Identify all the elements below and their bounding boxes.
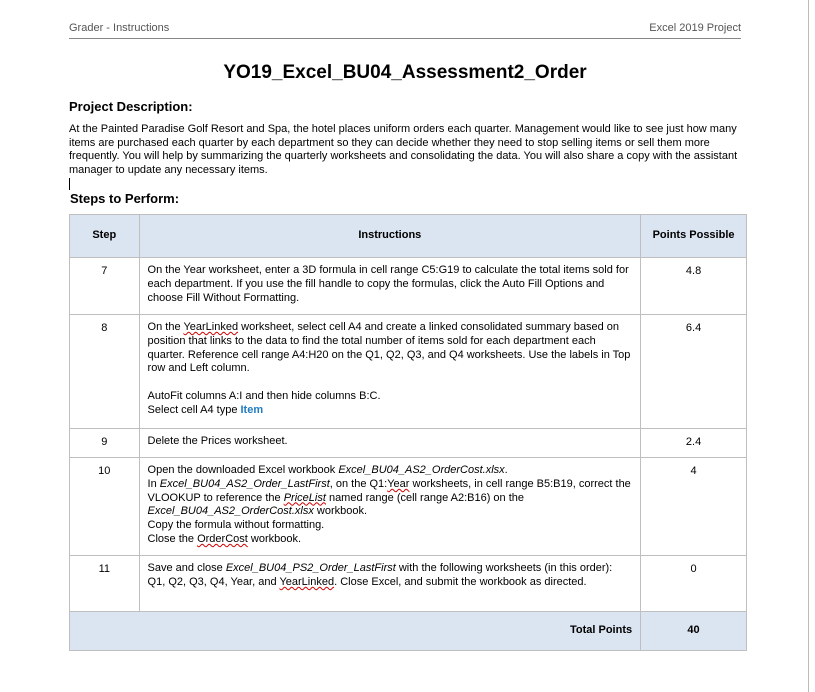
header-points: Points Possible (641, 215, 747, 258)
header-instructions: Instructions (139, 215, 641, 258)
step-points: 6.4 (641, 315, 747, 429)
total-row (70, 612, 747, 651)
item-keyword: Item (240, 403, 264, 416)
table-header-row (70, 215, 747, 258)
step-points: 4 (641, 458, 747, 556)
step-number: 10 (70, 458, 140, 556)
step-instructions: Open the downloaded Excel workbook Excel_BU04_AS2_OrderCost.xlsx. In Excel_BU04_AS2_Order_LastFirst, on the Q1:Year worksheets, in cell range B5:B19, correct the VLOOKUP to reference the PriceList named range (cell range A2:B16) on the Excel_BU04_AS2_OrderCost.xlsx workbook. Copy the formula without formatting. Close the OrderCost workbook. (139, 458, 641, 556)
header-step: Step (70, 215, 140, 258)
header-right-text: Excel 2019 Project (649, 22, 741, 34)
document-title: YO19_Excel_BU04_Assessment2_Order (223, 62, 587, 83)
step-number: 7 (70, 258, 140, 315)
header-left-text: Grader - Instructions (69, 22, 170, 34)
step-instructions: Save and close Excel_BU04_PS2_Order_LastFirst with the following worksheets (in this order): Q1, Q2, Q3, Q4, Year, and YearLinked. Close Excel, and submit the workbook as directed. (139, 556, 641, 612)
text-cursor (69, 178, 70, 190)
steps-heading: Steps to Perform: (70, 191, 180, 206)
table-row (70, 429, 747, 458)
total-points-value: 40 (641, 612, 747, 651)
step-instructions: Delete the Prices worksheet. (139, 429, 641, 458)
table-row (70, 556, 747, 612)
step-number: 9 (70, 429, 140, 458)
step-number: 11 (70, 556, 140, 612)
project-description-heading: Project Description: (69, 99, 193, 114)
step-number: 8 (70, 315, 140, 429)
table-row (70, 458, 747, 556)
step-points: 0 (641, 556, 747, 612)
project-description-text: At the Painted Paradise Golf Resort and Spa, the hotel places uniform orders each quarter. Management would like to see just how many items are purchased each quarter by each department so they can decide whether they need to stop selling items or sell them more frequently. You will help by summarizing the quarterly worksheets and consolidating the data. You will also share a copy with the assistant manager to update any necessary items. (69, 123, 738, 176)
step-points: 2.4 (641, 429, 747, 458)
step-points: 4.8 (641, 258, 747, 315)
step-instructions: On the YearLinked worksheet, select cell A4 and create a linked consolidated summary based on position that links to the data to find the total number of items sold for each department each quarter. Reference cell range A4:H20 on the Q1, Q2, Q3, and Q4 worksheets. Use the labels in Top row and Left column. AutoFit columns A:I and then hide columns B:C. Select cell A4 type Item (139, 315, 641, 429)
table-row (70, 315, 747, 429)
page-edge-divider (808, 0, 809, 692)
step-instructions: On the Year worksheet, enter a 3D formula in cell range C5:G19 to calculate the total items sold for each department. If you use the fill handle to copy the formulas, click the Auto Fill Options and choose Fill Without Formatting. (139, 258, 641, 315)
header-divider (69, 38, 741, 39)
total-points-label: Total Points (70, 612, 641, 651)
steps-table (69, 214, 747, 651)
table-row (70, 258, 747, 315)
